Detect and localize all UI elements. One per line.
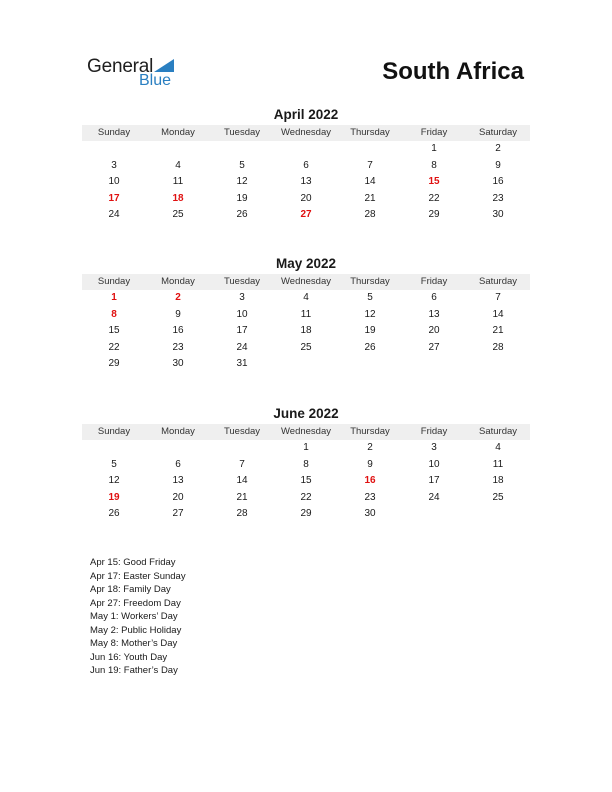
day-cell: 22 [428,192,440,204]
day-cell: 29 [108,358,120,369]
holiday-item: Apr 18: Family Day [90,584,171,595]
day-cell: 20 [172,491,184,503]
weekday-label: Wednesday [281,127,331,138]
weekday-label: Sunday [97,426,131,437]
day-cell: 26 [108,508,120,519]
day-cell [210,141,274,158]
holiday-item: Apr 17: Easter Sunday [90,570,186,582]
day-cell: 14 [236,475,248,486]
day-cell: 22 [108,341,120,353]
day-cell: 19 [236,192,248,204]
day-cell: 24 [108,209,120,220]
weekday-label: Monday [161,426,195,437]
month-title: May 2022 [275,256,337,271]
holiday-item: May 1: Workers’ Day [90,611,178,622]
weekday-label: Tuesday [223,426,261,437]
week-row [82,141,530,158]
weekday-label: Thursday [350,426,390,437]
day-cell: 17 [428,475,440,486]
day-cell: 9 [495,159,501,171]
month-grid [82,141,530,224]
day-cell: 27 [172,508,184,519]
day-cell: 19 [108,491,120,503]
day-cell: 26 [236,209,248,220]
day-cell: 14 [492,308,504,320]
day-cell: 21 [236,491,248,503]
day-cell: 10 [236,308,248,320]
weekday-label: Thursday [350,127,390,138]
week-row [82,506,530,523]
day-cell: 2 [495,143,501,154]
weekday-label: Friday [420,276,448,287]
day-cell: 15 [300,475,312,486]
day-cell [338,141,402,158]
month-grid [82,440,530,523]
weekday-label: Sunday [97,127,131,138]
week-row [82,473,530,490]
day-cell: 1 [303,442,309,453]
holiday-item: Apr 15: Good Friday [90,557,176,568]
day-cell [82,440,146,457]
day-cell: 1 [431,143,437,154]
day-cell: 3 [111,159,117,171]
day-cell: 5 [367,292,373,303]
day-cell: 4 [495,442,501,453]
holiday-item: May 2: Public Holiday [90,624,182,636]
day-cell: 12 [236,176,248,187]
logo-word-blue: Blue [139,72,172,89]
day-cell: 15 [108,325,120,336]
day-cell: 23 [492,192,504,204]
day-cell: 11 [492,458,504,470]
weekday-label: Monday [161,276,195,287]
week-row [82,356,530,373]
logo-triangle-icon [154,59,174,72]
day-cell: 5 [239,159,245,171]
holiday-list [90,556,186,678]
day-cell: 29 [300,508,312,519]
week-row [82,307,530,324]
day-cell [402,356,466,373]
day-cell: 18 [492,475,504,486]
day-cell: 2 [367,442,373,453]
day-cell: 28 [364,209,376,220]
day-cell [146,141,210,158]
day-cell: 21 [364,192,376,204]
country-title: South Africa [382,58,524,85]
day-cell: 6 [431,292,437,303]
day-cell: 13 [300,176,312,187]
day-cell: 29 [428,209,440,220]
day-cell: 4 [303,292,309,303]
day-cell: 3 [431,442,437,453]
day-cell [338,356,402,373]
day-cell: 23 [364,491,376,503]
day-cell: 28 [492,341,504,353]
holiday-item: Jun 19: Father’s Day [90,665,178,676]
day-cell: 30 [172,358,184,369]
day-cell [82,141,146,158]
day-cell: 20 [300,192,312,204]
month-title: June 2022 [273,406,339,421]
day-cell: 12 [108,475,120,486]
weekday-label: Wednesday [281,276,331,287]
day-cell: 30 [492,209,504,220]
month-april [82,106,530,224]
week-row [82,440,530,457]
week-row [82,457,530,474]
week-row [82,323,530,340]
day-cell: 28 [236,508,248,519]
day-cell: 27 [428,341,440,353]
day-cell [210,440,274,457]
day-cell: 9 [367,458,373,470]
day-cell: 3 [239,292,245,303]
day-cell: 25 [172,209,184,220]
day-cell: 7 [367,159,373,171]
day-cell: 24 [428,491,440,503]
weekday-header [82,125,530,141]
week-row [82,174,530,191]
day-cell: 31 [236,358,248,369]
day-cell: 8 [303,458,309,470]
week-row [82,290,530,307]
day-cell: 16 [172,325,184,336]
weekday-label: Saturday [478,276,518,287]
holiday-item: May 8: Mother’s Day [90,638,178,649]
day-cell: 16 [492,176,504,187]
weekday-label: Wednesday [281,426,331,437]
day-cell: 27 [300,209,312,220]
holiday-item: Apr 27: Freedom Day [90,597,181,609]
day-cell: 17 [108,192,120,204]
weekday-label: Friday [420,426,448,437]
day-cell: 15 [428,176,440,187]
day-cell: 23 [172,341,184,353]
day-cell [274,141,338,158]
day-cell: 10 [428,458,440,470]
day-cell [146,440,210,457]
holiday-item: Jun 16: Youth Day [90,651,168,663]
week-row [82,191,530,208]
day-cell: 17 [236,325,248,336]
day-cell: 11 [172,176,184,187]
day-cell: 1 [111,292,117,303]
week-row [82,340,530,357]
weekday-label: Thursday [350,276,390,287]
day-cell: 25 [300,341,312,353]
weekday-label: Saturday [478,127,518,138]
day-cell: 11 [300,308,312,320]
day-cell: 30 [364,508,376,519]
day-cell: 10 [108,176,120,187]
day-cell [402,506,466,523]
day-cell [466,356,530,373]
day-cell: 7 [239,458,245,470]
weekday-label: Tuesday [223,127,261,138]
week-row [82,490,530,507]
day-cell: 22 [300,491,312,503]
day-cell [274,356,338,373]
weekday-label: Sunday [97,276,131,287]
day-cell: 2 [175,292,181,303]
day-cell: 16 [364,475,376,486]
month-grid [82,290,530,373]
day-cell: 18 [172,192,184,204]
month-june [82,405,530,523]
day-cell: 18 [300,325,312,336]
day-cell: 21 [492,325,504,336]
weekday-label: Tuesday [223,276,261,287]
day-cell: 20 [428,325,440,336]
day-cell: 24 [236,341,248,353]
day-cell: 8 [111,308,117,320]
day-cell: 12 [364,308,376,320]
day-cell: 8 [431,159,437,171]
logo-word-general: General [87,56,154,77]
week-row [82,207,530,224]
brand-logo [87,56,187,92]
day-cell: 25 [492,491,504,503]
day-cell: 9 [175,308,181,320]
day-cell: 6 [303,159,309,171]
day-cell: 5 [111,458,117,470]
weekday-header [82,274,530,290]
month-title: April 2022 [273,107,339,122]
day-cell [466,506,530,523]
month-may [82,255,530,373]
weekday-header [82,424,530,440]
day-cell: 14 [364,176,376,187]
day-cell: 7 [495,292,501,303]
day-cell: 19 [364,325,376,336]
day-cell: 13 [428,308,440,320]
day-cell: 13 [172,475,184,486]
day-cell: 26 [364,341,376,353]
weekday-label: Monday [161,127,195,138]
day-cell: 4 [175,159,181,171]
weekday-label: Saturday [478,426,518,437]
day-cell: 6 [175,458,181,470]
weekday-label: Friday [420,127,448,138]
week-row [82,158,530,175]
